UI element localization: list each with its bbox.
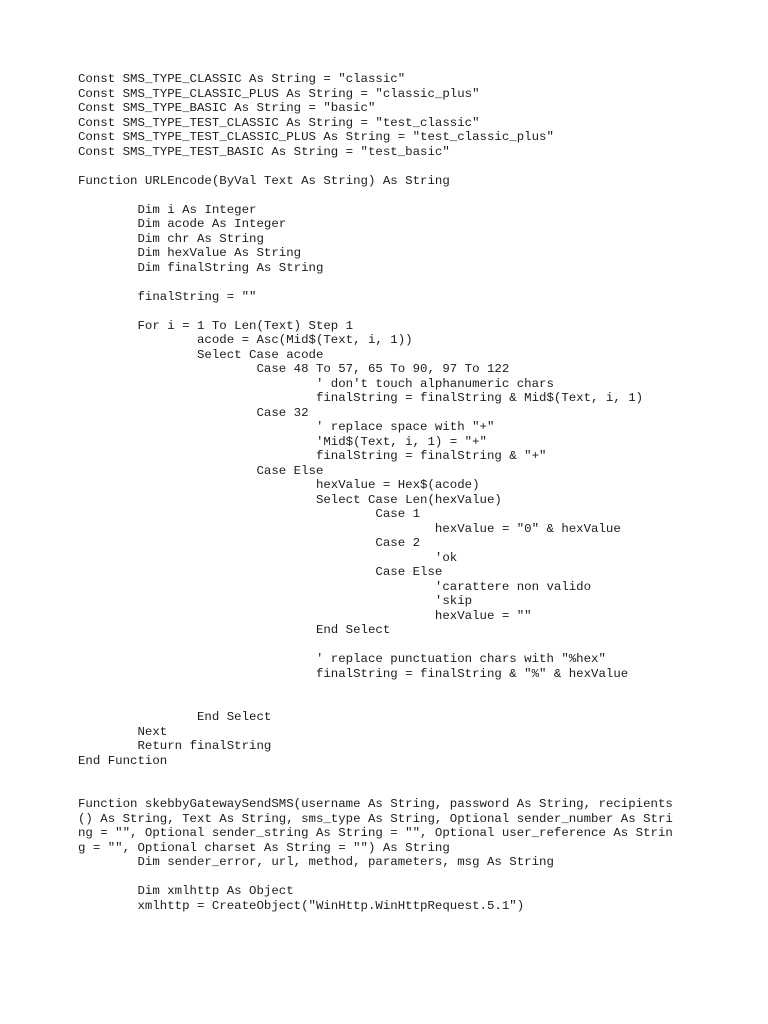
- code-line: End Select: [78, 623, 391, 637]
- code-line: [78, 696, 718, 711]
- code-line: 'Mid$(Text, i, 1) = "+": [78, 434, 487, 449]
- code-line: Next: [78, 724, 168, 739]
- code-line: hexValue = "": [78, 608, 532, 623]
- code-line: finalString = finalString & "+": [78, 449, 547, 463]
- code-line: finalString = finalString & "%" & hexValue: [78, 666, 629, 681]
- code-line: g = "", Optional charset As String = "") As String: [78, 840, 450, 855]
- code-line: [78, 304, 718, 319]
- code-line: Const SMS_TYPE_CLASSIC_PLUS As String = "classic_plus": [78, 86, 480, 101]
- code-line: [78, 681, 718, 696]
- code-line: [78, 275, 718, 290]
- code-line: Dim chr As String: [78, 231, 264, 246]
- code-line: Const SMS_TYPE_TEST_BASIC As String = "test_basic": [78, 144, 450, 159]
- code-listing: [78, 72, 718, 913]
- code-line: [78, 870, 718, 885]
- code-line: 'carattere non valido: [78, 579, 592, 594]
- code-line: Case Else: [78, 463, 324, 478]
- code-line: Const SMS_TYPE_BASIC As String = "basic": [78, 101, 376, 115]
- code-line: Dim sender_error, url, method, parameters, msg As String: [78, 855, 554, 869]
- code-line: Function skebbyGatewaySendSMS(username As String, password As String, recipients: [78, 797, 673, 811]
- code-line: End Function: [78, 753, 168, 768]
- code-line: [78, 783, 718, 798]
- code-line: 'skip: [78, 594, 473, 608]
- code-line: [78, 768, 718, 783]
- code-line: Return finalString: [78, 739, 272, 753]
- code-line: [78, 159, 718, 174]
- code-line: ' replace space with "+": [78, 420, 495, 434]
- code-line: Dim xmlhttp As Object: [78, 884, 294, 898]
- code-line: Const SMS_TYPE_CLASSIC As String = "classic": [78, 72, 406, 86]
- code-line: [78, 638, 718, 653]
- code-line: acode = Asc(Mid$(Text, i, 1)): [78, 333, 413, 347]
- code-line: hexValue = "0" & hexValue: [78, 521, 621, 536]
- code-line: Dim i As Integer: [78, 202, 257, 217]
- code-line: ' don't touch alphanumeric chars: [78, 376, 554, 391]
- code-line: () As String, Text As String, sms_type As String, Optional sender_number As Stri: [78, 811, 673, 826]
- code-line: Case 32: [78, 405, 309, 420]
- code-line: Const SMS_TYPE_TEST_CLASSIC As String = "test_classic": [78, 115, 480, 130]
- code-line: Dim finalString As String: [78, 260, 324, 275]
- code-line: Case 2: [78, 536, 421, 550]
- code-line: Case Else: [78, 565, 443, 579]
- code-line: ng = "", Optional sender_string As String = "", Optional user_reference As Strin: [78, 826, 673, 840]
- code-line: Dim acode As Integer: [78, 217, 287, 231]
- code-line: 'ok: [78, 550, 458, 565]
- code-line: [78, 188, 718, 203]
- code-line: Const SMS_TYPE_TEST_CLASSIC_PLUS As String = "test_classic_plus": [78, 130, 554, 144]
- code-line: Function URLEncode(ByVal Text As String) As String: [78, 173, 450, 188]
- code-line: Case 48 To 57, 65 To 90, 97 To 122: [78, 362, 510, 376]
- code-line: xmlhttp = CreateObject("WinHttp.WinHttpRequest.5.1"): [78, 898, 525, 913]
- code-line: For i = 1 To Len(Text) Step 1: [78, 318, 354, 333]
- code-line: finalString = finalString & Mid$(Text, i, 1): [78, 391, 644, 405]
- code-line: ' replace punctuation chars with "%hex": [78, 652, 606, 666]
- code-line: Select Case acode: [78, 347, 324, 362]
- code-line: Select Case Len(hexValue): [78, 492, 502, 507]
- code-line: hexValue = Hex$(acode): [78, 478, 480, 492]
- code-line: Dim hexValue As String: [78, 246, 302, 260]
- code-line: finalString = "": [78, 289, 257, 304]
- code-line: Case 1: [78, 507, 421, 521]
- code-line: End Select: [78, 710, 272, 724]
